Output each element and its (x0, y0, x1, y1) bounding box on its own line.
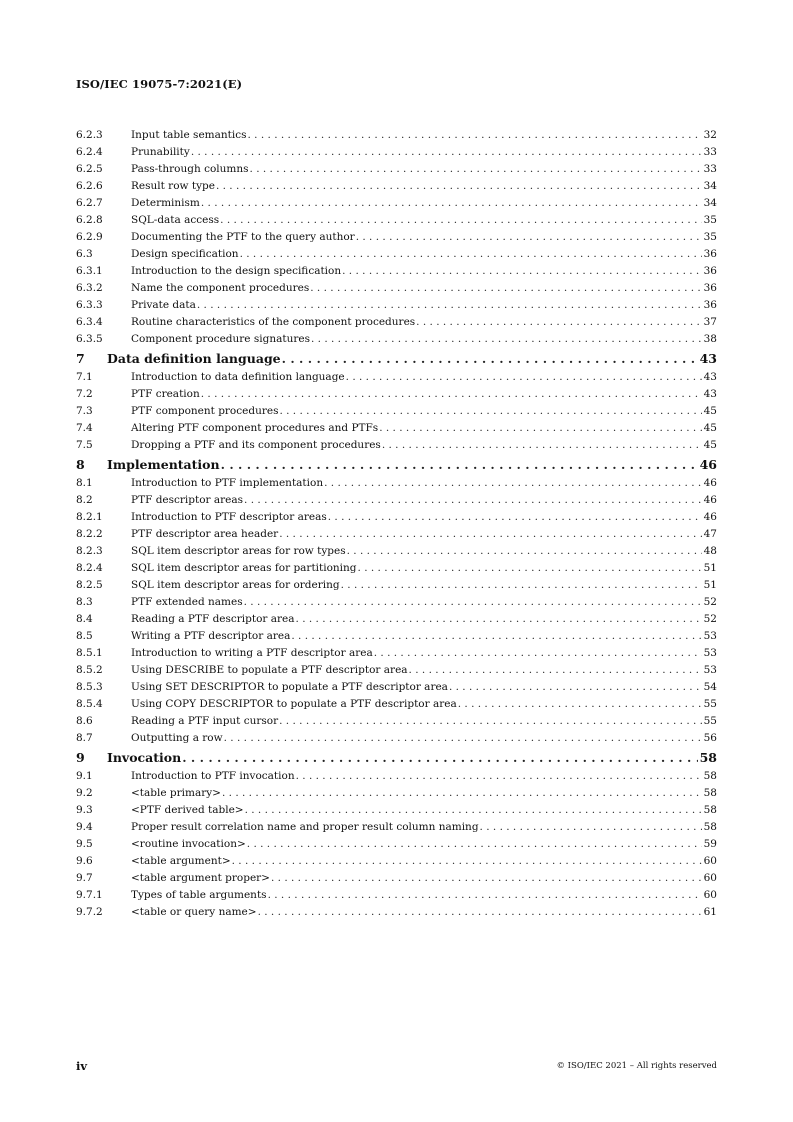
toc-entry-number: 8.6 (76, 715, 93, 727)
toc-entry-number: 9.2 (76, 787, 93, 799)
toc-entry-page: 58 (699, 750, 717, 765)
toc-leader-dots (310, 280, 701, 297)
toc-leader-dots (296, 768, 702, 785)
toc-leader-dots (279, 526, 701, 543)
toc-entry-page: 53 (703, 664, 717, 676)
toc-entry-number: 8.4 (76, 613, 93, 625)
toc-leader-dots (347, 543, 702, 560)
toc-entry-page: 43 (703, 388, 717, 400)
toc-entry-number: 8.5.2 (76, 664, 103, 676)
toc-entry-page: 34 (703, 180, 717, 192)
toc-entry-page: 52 (703, 596, 717, 608)
toc-entry-title[interactable]: SQL item descriptor areas for row types (131, 545, 346, 557)
toc-entry-title[interactable]: PTF extended names (131, 596, 243, 608)
toc-entry-title[interactable]: Input table semantics (131, 129, 247, 141)
toc-entry-page: 43 (699, 351, 717, 366)
toc-entry-page: 46 (699, 457, 717, 472)
toc-entry-number: 9.7.1 (76, 889, 103, 901)
toc-entry-number: 6.2.3 (76, 129, 103, 141)
toc-entry-number: 9.4 (76, 821, 93, 833)
toc-entry-title[interactable]: <table or query name> (131, 906, 257, 918)
toc-entry-title[interactable]: Introduction to data definition language (131, 371, 345, 383)
toc-entry-page: 36 (703, 265, 717, 277)
toc-entry-title[interactable]: PTF component procedures (131, 405, 279, 417)
toc-entry-number: 9.5 (76, 838, 93, 850)
toc-entry-number: 7.1 (76, 371, 93, 383)
toc-entry-number: 8.3 (76, 596, 93, 608)
toc-entry-number: 6.2.5 (76, 163, 103, 175)
toc-leader-dots (247, 836, 702, 853)
toc-entry-number: 6.3.1 (76, 265, 103, 277)
toc-entry-page: 37 (703, 316, 717, 328)
toc-entry-page: 55 (703, 715, 717, 727)
toc-leader-dots (220, 212, 701, 229)
toc-entry[interactable] (76, 679, 717, 696)
toc-entry[interactable] (76, 297, 717, 314)
toc-entry-title[interactable]: <PTF derived table> (131, 804, 244, 816)
toc-entry[interactable] (76, 263, 717, 280)
toc-entry[interactable] (76, 887, 717, 904)
toc-entry[interactable] (76, 144, 717, 161)
toc-entry-title[interactable]: Routine characteristics of the component procedures (131, 316, 416, 328)
toc-entry-title[interactable]: Reading a PTF descriptor area (131, 613, 295, 625)
toc-entry-number: 8.5.4 (76, 698, 103, 710)
toc-entry-page: 58 (703, 821, 717, 833)
toc-entry-title[interactable]: Introduction to the design specification (131, 265, 342, 277)
toc-entry-title[interactable]: PTF creation (131, 388, 200, 400)
toc-leader-dots (374, 645, 702, 662)
copyright-notice: © ISO/IEC 2021 – All rights reserved (556, 1061, 717, 1071)
toc-entry[interactable] (76, 819, 717, 836)
toc-leader-dots (279, 403, 701, 420)
toc-entry[interactable] (76, 785, 717, 802)
document-id-header: ISO/IEC 19075-7:2021(E) (76, 77, 243, 91)
toc-entry[interactable] (76, 628, 717, 645)
toc-entry-title[interactable]: SQL-data access (131, 214, 220, 226)
toc-entry-page: 60 (703, 872, 717, 884)
toc-entry[interactable] (76, 331, 717, 348)
toc-entry-title[interactable]: Writing a PTF descriptor area (131, 630, 291, 642)
toc-leader-dots (216, 178, 702, 195)
toc-entry-number: 6.3.3 (76, 299, 103, 311)
toc-entry-page: 53 (703, 630, 717, 642)
toc-entry-number: 7.3 (76, 405, 93, 417)
toc-entry-number: 6.2.4 (76, 146, 103, 158)
toc-entry-page: 59 (703, 838, 717, 850)
toc-entry-page: 33 (703, 146, 717, 158)
toc-entry[interactable] (76, 594, 717, 611)
toc-leader-dots (271, 870, 702, 887)
toc-entry-number: 8 (76, 457, 85, 472)
toc-entry-number: 8.2.3 (76, 545, 103, 557)
toc-entry-number: 8.2.1 (76, 511, 103, 523)
toc-entry[interactable] (76, 904, 717, 921)
toc-entry[interactable] (76, 696, 717, 713)
toc-entry-title[interactable]: Outputting a row (131, 732, 223, 744)
toc-entry-number: 8.2.2 (76, 528, 103, 540)
toc-entry-title[interactable]: <table argument proper> (131, 872, 270, 884)
toc-entry-title[interactable]: Data definition language (107, 351, 281, 366)
toc-leader-dots (311, 331, 702, 348)
toc-entry-number: 6.2.7 (76, 197, 103, 209)
toc-leader-dots (416, 314, 701, 331)
toc-entry-number: 8.5.1 (76, 647, 103, 659)
toc-entry-number: 9.7.2 (76, 906, 103, 918)
toc-entry-title[interactable]: Private data (131, 299, 196, 311)
toc-entry-page: 61 (703, 906, 717, 918)
table-of-contents (76, 127, 717, 921)
toc-entry-page: 60 (703, 855, 717, 867)
toc-entry[interactable] (76, 768, 717, 785)
toc-leader-dots (221, 455, 698, 475)
toc-entry-number: 8.5.3 (76, 681, 103, 693)
toc-entry[interactable] (76, 161, 717, 178)
toc-leader-dots (245, 802, 702, 819)
toc-entry-title[interactable]: Name the component procedures (131, 282, 310, 294)
toc-entry-number: 9.1 (76, 770, 93, 782)
toc-entry-page: 58 (703, 787, 717, 799)
toc-entry-page: 45 (703, 439, 717, 451)
toc-leader-dots (201, 386, 702, 403)
toc-entry-title[interactable]: Documenting the PTF to the query author (131, 231, 355, 243)
toc-entry-title[interactable]: Dropping a PTF and its component procedures (131, 439, 381, 451)
toc-entry[interactable] (76, 543, 717, 560)
toc-entry-title[interactable]: SQL item descriptor areas for partitioning (131, 562, 357, 574)
toc-entry-number: 8.1 (76, 477, 93, 489)
toc-entry[interactable] (76, 420, 717, 437)
toc-entry-title[interactable]: Pass-through columns (131, 163, 249, 175)
toc-entry-page: 32 (703, 129, 717, 141)
toc-leader-dots (342, 263, 702, 280)
toc-entry[interactable] (76, 836, 717, 853)
toc-leader-dots (244, 594, 702, 611)
toc-entry-page: 36 (703, 282, 717, 294)
toc-leader-dots (240, 246, 702, 263)
toc-entry-number: 8.7 (76, 732, 93, 744)
toc-entry[interactable] (76, 509, 717, 526)
toc-clause-entry[interactable] (76, 349, 717, 369)
toc-entry[interactable] (76, 853, 717, 870)
toc-entry[interactable] (76, 611, 717, 628)
toc-entry-page: 60 (703, 889, 717, 901)
toc-entry-title[interactable]: <table primary> (131, 787, 221, 799)
toc-entry[interactable] (76, 403, 717, 420)
toc-leader-dots (244, 492, 702, 509)
toc-entry-title[interactable]: Result row type (131, 180, 215, 192)
page-number: iv (76, 1059, 88, 1073)
toc-entry-number: 7 (76, 351, 85, 366)
toc-entry-page: 53 (703, 647, 717, 659)
toc-entry-title[interactable]: Using COPY DESCRIPTOR to populate a PTF descriptor area (131, 698, 457, 710)
toc-entry-page: 38 (703, 333, 717, 345)
toc-entry[interactable] (76, 492, 717, 509)
toc-leader-dots (224, 730, 702, 747)
toc-leader-dots (379, 420, 701, 437)
toc-entry-page: 47 (703, 528, 717, 540)
toc-entry[interactable] (76, 178, 717, 195)
toc-leader-dots (250, 161, 702, 178)
toc-leader-dots (282, 349, 698, 369)
toc-entry-number: 8.2 (76, 494, 93, 506)
toc-entry-title[interactable]: Invocation (107, 750, 182, 765)
toc-entry[interactable] (76, 802, 717, 819)
toc-entry-title[interactable]: Design specification (131, 248, 239, 260)
toc-leader-dots (458, 696, 702, 713)
toc-entry-number: 6.2.9 (76, 231, 103, 243)
toc-entry[interactable] (76, 526, 717, 543)
toc-entry-number: 6.2.8 (76, 214, 103, 226)
toc-entry-number: 7.5 (76, 439, 93, 451)
toc-entry-page: 34 (703, 197, 717, 209)
toc-entry-page: 58 (703, 804, 717, 816)
toc-entry[interactable] (76, 870, 717, 887)
toc-entry-page: 45 (703, 405, 717, 417)
toc-entry[interactable] (76, 386, 717, 403)
toc-entry-page: 52 (703, 613, 717, 625)
toc-clause-entry[interactable] (76, 748, 717, 768)
toc-entry[interactable] (76, 713, 717, 730)
toc-leader-dots (382, 437, 702, 454)
toc-entry[interactable] (76, 280, 717, 297)
toc-entry[interactable] (76, 314, 717, 331)
toc-leader-dots (480, 819, 702, 836)
toc-entry-page: 33 (703, 163, 717, 175)
toc-leader-dots (201, 195, 702, 212)
toc-entry[interactable] (76, 645, 717, 662)
toc-entry-page: 43 (703, 371, 717, 383)
toc-leader-dots (291, 628, 701, 645)
toc-entry-number: 9 (76, 750, 85, 765)
toc-entry-number: 8.2.5 (76, 579, 103, 591)
toc-entry-page: 36 (703, 248, 717, 260)
toc-entry[interactable] (76, 195, 717, 212)
toc-entry-title[interactable]: Using SET DESCRIPTOR to populate a PTF descriptor area (131, 681, 448, 693)
toc-entry-title[interactable]: <table argument> (131, 855, 231, 867)
toc-leader-dots (409, 662, 702, 679)
toc-entry[interactable] (76, 662, 717, 679)
toc-entry-title[interactable]: Implementation (107, 457, 220, 472)
toc-leader-dots (222, 785, 702, 802)
toc-entry[interactable] (76, 560, 717, 577)
toc-entry-page: 55 (703, 698, 717, 710)
toc-entry-title[interactable]: PTF descriptor areas (131, 494, 244, 506)
toc-entry-title[interactable]: Proper result correlation name and proper result column naming (131, 821, 479, 833)
toc-entry-title[interactable]: Reading a PTF input cursor (131, 715, 279, 727)
toc-entry-page: 54 (703, 681, 717, 693)
toc-entry-title[interactable]: Types of table arguments (131, 889, 267, 901)
toc-entry-number: 6.3.2 (76, 282, 103, 294)
toc-entry-number: 7.4 (76, 422, 93, 434)
toc-entry-title[interactable]: Determinism (131, 197, 200, 209)
toc-entry-title[interactable]: Introduction to PTF descriptor areas (131, 511, 327, 523)
toc-entry-number: 8.5 (76, 630, 93, 642)
toc-entry-title[interactable]: PTF descriptor area header (131, 528, 279, 540)
toc-entry-page: 48 (703, 545, 717, 557)
toc-entry[interactable] (76, 229, 717, 246)
toc-leader-dots (182, 748, 697, 768)
toc-entry-page: 51 (703, 579, 717, 591)
toc-leader-dots (449, 679, 702, 696)
toc-leader-dots (191, 144, 702, 161)
toc-entry-title[interactable]: <routine invocation> (131, 838, 246, 850)
toc-leader-dots (358, 560, 702, 577)
toc-leader-dots (268, 887, 702, 904)
toc-leader-dots (328, 509, 702, 526)
toc-entry-title[interactable]: Component procedure signatures (131, 333, 310, 345)
toc-leader-dots (346, 369, 702, 386)
toc-entry-page: 58 (703, 770, 717, 782)
toc-entry-page: 36 (703, 299, 717, 311)
toc-entry[interactable] (76, 246, 717, 263)
toc-entry-number: 6.2.6 (76, 180, 103, 192)
toc-entry-page: 56 (703, 732, 717, 744)
toc-entry-title[interactable]: Using DESCRIBE to populate a PTF descriptor area (131, 664, 408, 676)
toc-entry-title[interactable]: Introduction to PTF implementation (131, 477, 324, 489)
toc-entry-number: 7.2 (76, 388, 93, 400)
toc-entry[interactable] (76, 577, 717, 594)
toc-leader-dots (197, 297, 702, 314)
toc-leader-dots (341, 577, 702, 594)
toc-leader-dots (324, 475, 702, 492)
toc-entry[interactable] (76, 212, 717, 229)
toc-entry-number: 9.3 (76, 804, 93, 816)
toc-leader-dots (232, 853, 702, 870)
toc-entry-number: 6.3.4 (76, 316, 103, 328)
toc-entry-page: 35 (703, 231, 717, 243)
toc-entry[interactable] (76, 475, 717, 492)
toc-leader-dots (248, 127, 702, 144)
toc-leader-dots (356, 229, 702, 246)
toc-entry-title[interactable]: Altering PTF component procedures and PTFs (131, 422, 379, 434)
toc-clause-entry[interactable] (76, 455, 717, 475)
toc-entry-title[interactable]: Introduction to PTF invocation (131, 770, 295, 782)
toc-entry-title[interactable]: Prunability (131, 146, 190, 158)
toc-entry-number: 9.7 (76, 872, 93, 884)
toc-entry-page: 46 (703, 477, 717, 489)
toc-entry[interactable] (76, 437, 717, 454)
toc-entry-number: 9.6 (76, 855, 93, 867)
toc-entry-number: 8.2.4 (76, 562, 103, 574)
toc-entry-title[interactable]: Introduction to writing a PTF descriptor area (131, 647, 373, 659)
toc-entry-page: 46 (703, 494, 717, 506)
toc-leader-dots (258, 904, 702, 921)
toc-entry-page: 51 (703, 562, 717, 574)
toc-leader-dots (296, 611, 702, 628)
toc-leader-dots (279, 713, 702, 730)
toc-entry-page: 46 (703, 511, 717, 523)
toc-entry-page: 35 (703, 214, 717, 226)
toc-entry-title[interactable]: SQL item descriptor areas for ordering (131, 579, 340, 591)
toc-entry-number: 6.3.5 (76, 333, 103, 345)
toc-entry[interactable] (76, 730, 717, 747)
toc-entry[interactable] (76, 127, 717, 144)
toc-entry-number: 6.3 (76, 248, 93, 260)
toc-entry-page: 45 (703, 422, 717, 434)
toc-entry[interactable] (76, 369, 717, 386)
